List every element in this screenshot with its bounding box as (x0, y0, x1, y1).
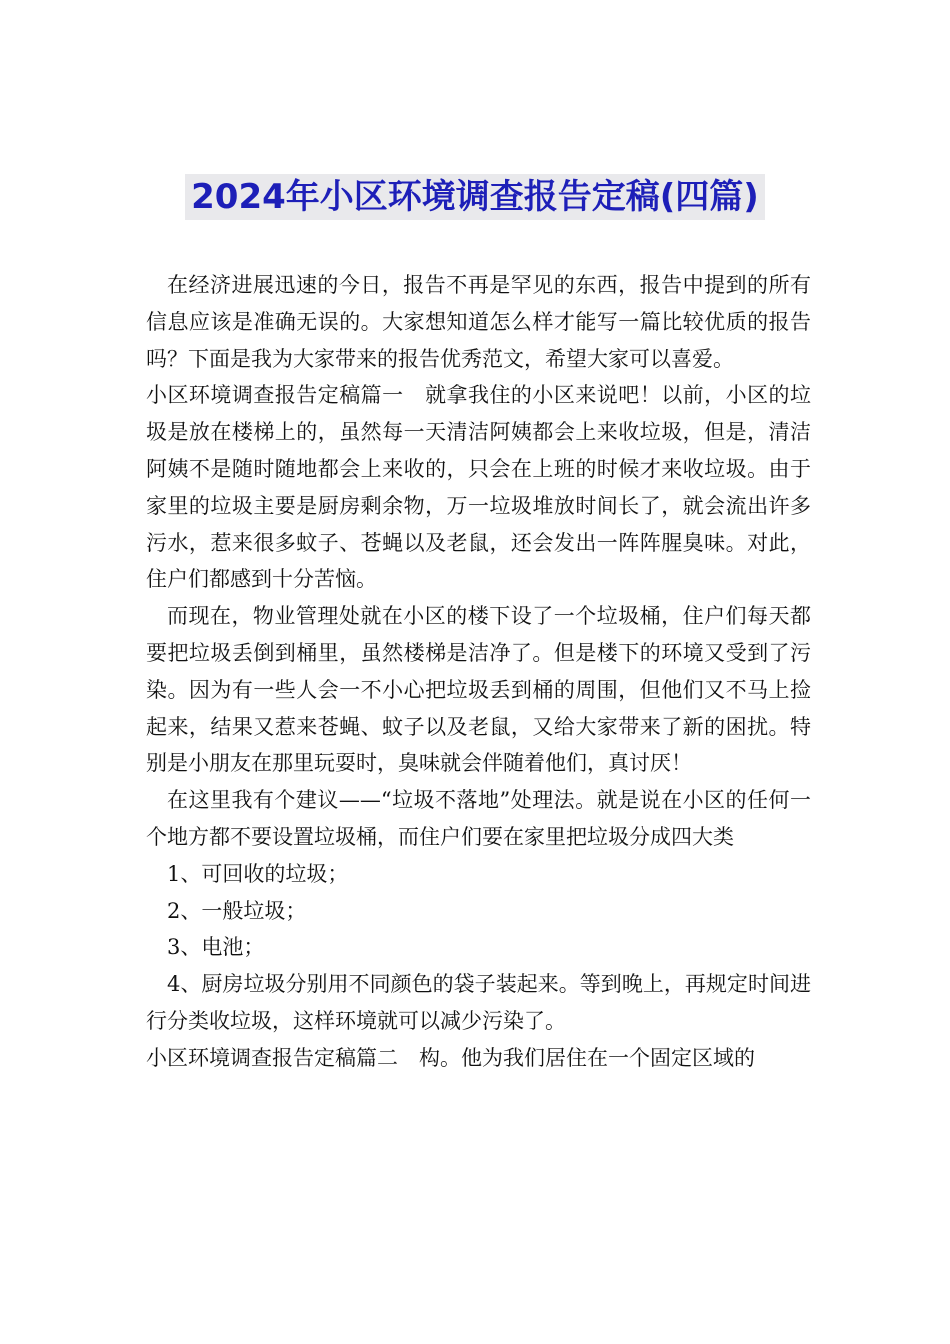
paragraph: 而现在，物业管理处就在小区的楼下设了一个垃圾桶，住户们每天都要把垃圾丢倒到桶里，虽然楼梯是洁净了。但是楼下的环境又受到了污染。因为有一些人会一不小心把垃圾丢到桶的周围，但他们又不马上捡起来，结果又惹来苍蝇、蚊子以及老鼠，又给大家带来了新的困扰。特别是小朋友在那里玩耍时，臭味就会伴随着他们，真讨厌！ (146, 604, 811, 776)
list-item: 2、一般垃圾； (167, 898, 307, 923)
document-body (146, 267, 811, 1077)
title-container (0, 174, 950, 220)
document-title: 2024年小区环境调查报告定稿(四篇) (185, 174, 765, 220)
list-item: 1、可回收的垃圾； (167, 861, 349, 886)
paragraph-section-two: 小区环境调查报告定稿篇二 构。他为我们居住在一个固定区域的 (146, 1045, 755, 1070)
paragraph-intro: 在经济进展迅速的今日，报告不再是罕见的东西，报告中提到的所有信息应该是准确无误的。大家想知道怎么样才能写一篇比较优质的报告吗？下面是我为大家带来的报告优秀范文，希望大家可以喜爱。 (146, 273, 811, 371)
list-item: 3、电池； (167, 935, 265, 960)
list-item: 4、厨房垃圾分别用不同颜色的袋子装起来。等到晚上，再规定时间进行分类收垃圾，这样环境就可以减少污染了。 (146, 972, 811, 1033)
paragraph-section-one: 小区环境调查报告定稿篇一 就拿我住的小区来说吧！以前，小区的垃圾是放在楼梯上的，虽然每一天清洁阿姨都会上来收垃圾，但是，清洁阿姨不是随时随地都会上来收的，只会在上班的时候才来收垃圾。由于家里的垃圾主要是厨房剩余物，万一垃圾堆放时间长了，就会流出许多污水，惹来很多蚊子、苍蝇以及老鼠，还会发出一阵阵腥臭味。对此，住户们都感到十分苦恼。 (146, 383, 811, 592)
paragraph-suggestion: 在这里我有个建议——“垃圾不落地”处理法。就是说在小区的任何一个地方都不要设置垃圾桶，而住户们要在家里把垃圾分成四大类 (146, 788, 811, 849)
